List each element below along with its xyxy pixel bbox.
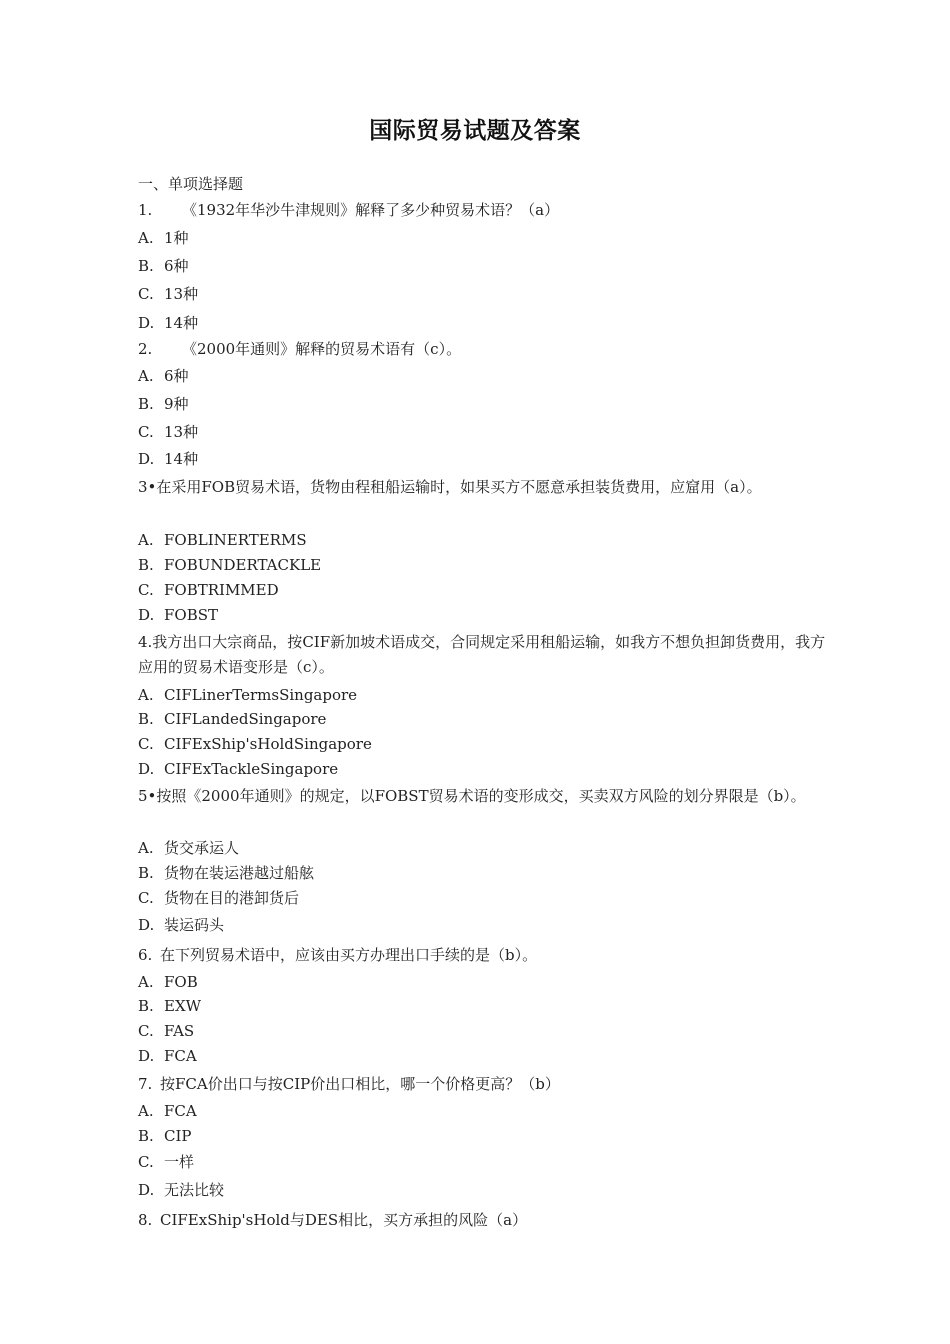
option-label: B. (138, 864, 154, 882)
option-4b (138, 709, 326, 729)
question-number: 2. (138, 340, 153, 358)
question-text: 《2000年通则》解释的贸易术语有（c）。 (182, 340, 462, 358)
question-1 (138, 200, 559, 220)
option-label: A. (138, 1102, 154, 1120)
question-4: 4.我方出口大宗商品，按CIF新加坡术语成交，合同规定采用租船运输，如我方不想负担卸货费用，我方应用的贸易术语变形是（c）。 (138, 633, 826, 676)
option-6a (138, 972, 198, 992)
option-1b (138, 256, 189, 276)
option-7b (138, 1126, 192, 1146)
option-label: B. (138, 1127, 154, 1145)
question-text: 《1932年华沙牛津规则》解释了多少种贸易术语？（a） (182, 201, 560, 219)
option-label: C. (138, 423, 154, 441)
option-7a (138, 1101, 197, 1121)
option-label: A. (138, 531, 154, 549)
option-label: C. (138, 889, 154, 907)
option-text: FOBTRIMMED (164, 581, 279, 599)
option-2c (138, 422, 198, 442)
option-label: C. (138, 735, 154, 753)
option-5a (138, 838, 239, 858)
option-label: C. (138, 285, 154, 303)
option-text: FOBLINERTERMS (164, 531, 307, 549)
option-label: A. (138, 229, 154, 247)
option-label: A. (138, 367, 154, 385)
option-text: FCA (164, 1047, 197, 1065)
section-heading: 一、单项选择题 (138, 175, 244, 193)
option-6b (138, 996, 201, 1016)
option-text: 14种 (164, 314, 199, 332)
option-text: 装运码头 (164, 916, 225, 934)
option-label: B. (138, 997, 154, 1015)
option-label: C. (138, 1153, 154, 1171)
question-text: 在下列贸易术语中，应该由买方办理出口手续的是（b）。 (160, 946, 538, 964)
option-text: CIFLandedSingapore (164, 710, 327, 728)
option-label: B. (138, 710, 154, 728)
option-3c (138, 580, 279, 600)
option-text: 13种 (164, 285, 199, 303)
question-number: 7. (138, 1075, 153, 1093)
question-text: 按FCA价出口与按CIP价出口相比，哪一个价格更高？（b） (160, 1075, 560, 1093)
option-label: D. (138, 760, 155, 778)
question-number: 8. (138, 1211, 153, 1229)
option-3d (138, 605, 218, 625)
option-text: 13种 (164, 423, 199, 441)
option-label: C. (138, 581, 154, 599)
option-label: A. (138, 686, 154, 704)
option-3b (138, 555, 321, 575)
option-label: D. (138, 450, 155, 468)
option-7d (138, 1180, 224, 1200)
option-text: 货物在目的港卸货后 (164, 889, 300, 907)
option-text: EXW (164, 997, 202, 1015)
option-text: 6种 (164, 257, 189, 275)
question-text: CIFExShip'sHold与DES相比，买方承担的风险（a） (160, 1211, 528, 1229)
option-label: A. (138, 839, 154, 857)
option-5d (138, 915, 224, 935)
option-text: CIP (164, 1127, 192, 1145)
option-label: A. (138, 973, 154, 991)
option-label: B. (138, 556, 154, 574)
question-5: 5•按照《2000年通则》的规定，以FOBST贸易术语的变形成交，买卖双方风险的划分界限是（b）。 (138, 787, 806, 805)
option-text: FCA (164, 1102, 197, 1120)
option-label: D. (138, 1181, 155, 1199)
option-text: FOBST (164, 606, 219, 624)
option-5b (138, 863, 314, 883)
question-number: 1. (138, 201, 153, 219)
option-text: CIFLinerTermsSingapore (164, 686, 358, 704)
option-text: 1种 (164, 229, 189, 247)
option-4c (138, 734, 372, 754)
option-label: D. (138, 1047, 155, 1065)
option-6c (138, 1021, 194, 1041)
question-8 (138, 1210, 527, 1230)
option-label: B. (138, 257, 154, 275)
option-label: B. (138, 395, 154, 413)
option-text: CIFExShip'sHoldSingapore (164, 735, 372, 753)
option-text: 一样 (164, 1153, 195, 1171)
option-1d (138, 313, 198, 333)
option-text: CIFExTackleSingapore (164, 760, 339, 778)
option-text: 6种 (164, 367, 189, 385)
option-5c (138, 888, 299, 908)
option-label: D. (138, 606, 155, 624)
document-title: 国际贸易试题及答案 (369, 118, 581, 144)
option-4a (138, 685, 357, 705)
question-7 (138, 1074, 560, 1094)
question-number: 6. (138, 946, 153, 964)
option-text: FOBUNDERTACKLE (164, 556, 322, 574)
question-3: 3•在采用FOB贸易术语，货物由程租船运输时，如果买方不愿意承担装货费用，应窟用（a）。 (138, 478, 762, 496)
option-1a (138, 228, 189, 248)
option-label: D. (138, 314, 155, 332)
option-text: 货物在装运港越过船舷 (164, 864, 315, 882)
question-6 (138, 945, 537, 965)
option-7c (138, 1152, 194, 1172)
option-text: 无法比较 (164, 1181, 225, 1199)
option-text: 9种 (164, 395, 189, 413)
question-2 (138, 339, 461, 359)
option-2d (138, 449, 198, 469)
option-3a (138, 530, 307, 550)
option-6d (138, 1046, 197, 1066)
option-1c (138, 284, 198, 304)
option-text: 14种 (164, 450, 199, 468)
option-text: FOB (164, 973, 198, 991)
option-text: 货交承运人 (164, 839, 240, 857)
option-2a (138, 366, 189, 386)
option-4d (138, 759, 338, 779)
option-label: D. (138, 916, 155, 934)
option-text: FAS (164, 1022, 195, 1040)
option-label: C. (138, 1022, 154, 1040)
option-2b (138, 394, 189, 414)
